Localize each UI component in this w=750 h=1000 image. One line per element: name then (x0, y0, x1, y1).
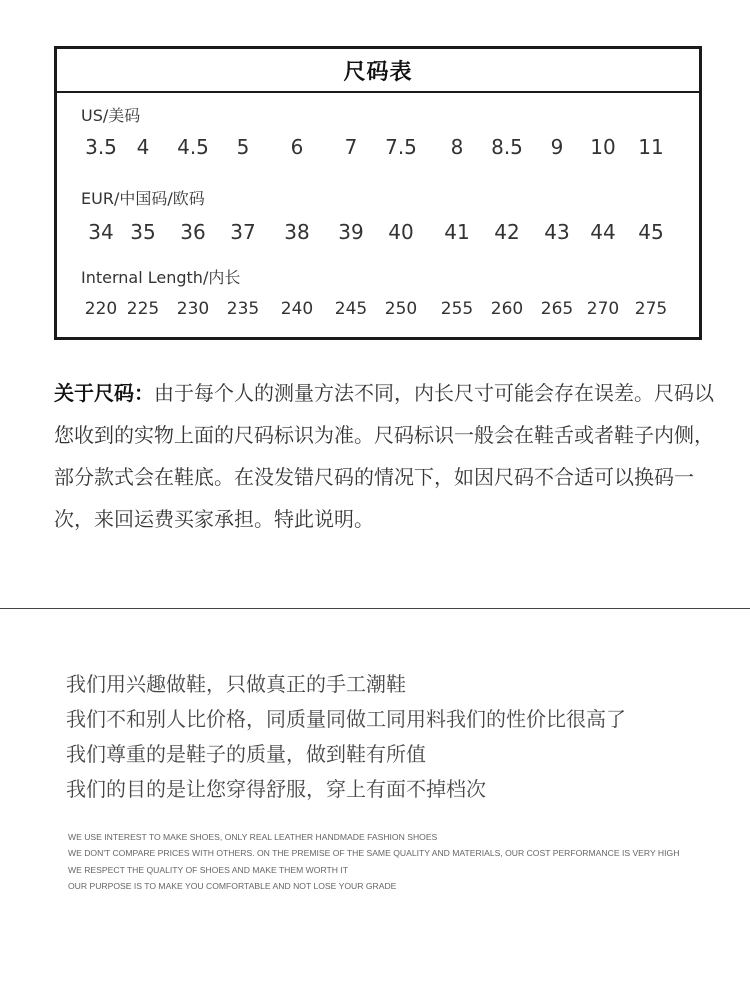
size-chart-table (54, 46, 702, 340)
length-cell: 220 (84, 299, 118, 319)
us-size-cell: 7.5 (385, 135, 417, 159)
eur-size-cell: 39 (338, 220, 364, 244)
english-slogan-line: WE DON'T COMPARE PRICES WITH OTHERS. ON THE PREMISE OF THE SAME QUALITY AND MATERIALS, OUR COST PERFORMANCE IS VERY HIGH (68, 848, 680, 859)
eur-size-cell: 45 (638, 220, 664, 244)
size-note (54, 372, 714, 540)
english-slogan-line: WE RESPECT THE QUALITY OF SHOES AND MAKE THEM WORTH IT (68, 864, 348, 875)
eur-size-cell: 34 (88, 220, 114, 244)
us-size-cell: 5 (236, 135, 250, 159)
length-cell: 270 (586, 299, 620, 319)
length-cell: 265 (540, 299, 574, 319)
us-size-cell: 11 (638, 135, 664, 159)
length-label: Internal Length/内长 (81, 268, 241, 287)
eur-size-cell: 37 (230, 220, 256, 244)
eur-size-values (57, 220, 699, 248)
length-cell: 275 (634, 299, 668, 319)
eur-size-cell: 43 (544, 220, 570, 244)
section-divider (0, 608, 750, 609)
us-size-cell: 4.5 (177, 135, 209, 159)
us-size-cell: 3.5 (85, 135, 117, 159)
us-size-cell: 8 (450, 135, 464, 159)
eur-size-cell: 36 (180, 220, 206, 244)
english-slogan-line: OUR PURPOSE IS TO MAKE YOU COMFORTABLE AND NOT LOSE YOUR GRADE (68, 881, 397, 892)
english-slogans (68, 829, 679, 895)
length-cell: 240 (280, 299, 314, 319)
english-slogan-line: WE USE INTEREST TO MAKE SHOES, ONLY REAL LEATHER HANDMADE FASHION SHOES (68, 832, 438, 842)
eur-size-label: EUR/中国码/欧码 (81, 189, 205, 208)
slogan-line: 我们用兴趣做鞋，只做真正的手工潮鞋 (66, 672, 406, 696)
slogan-line: 我们不和别人比价格，同质量同做工同用料我们的性价比很高了 (66, 707, 626, 731)
eur-size-cell: 41 (444, 220, 470, 244)
us-size-cell: 6 (290, 135, 304, 159)
us-size-cell: 8.5 (491, 135, 523, 159)
length-cell: 250 (384, 299, 418, 319)
length-cell: 230 (176, 299, 210, 319)
eur-size-cell: 40 (388, 220, 414, 244)
size-chart-title: 尺码表 (343, 59, 413, 85)
length-cell: 235 (226, 299, 260, 319)
eur-size-cell: 42 (494, 220, 520, 244)
eur-size-cell: 44 (590, 220, 616, 244)
slogan-line: 我们的目的是让您穿得舒服，穿上有面不掉档次 (66, 777, 486, 801)
size-chart-header (57, 49, 699, 93)
length-cell: 255 (440, 299, 474, 319)
us-size-cell: 9 (550, 135, 564, 159)
eur-size-cell: 35 (130, 220, 156, 244)
length-cell: 245 (334, 299, 368, 319)
length-cell: 225 (126, 299, 160, 319)
eur-size-cell: 38 (284, 220, 310, 244)
length-cell: 260 (490, 299, 524, 319)
us-size-cell: 4 (136, 135, 150, 159)
us-size-label: US/美码 (81, 106, 141, 125)
brand-slogans (66, 667, 626, 807)
us-size-cell: 7 (344, 135, 358, 159)
size-note-body: 由于每个人的测量方法不同，内长尺寸可能会存在误差。尺码以您收到的实物上面的尺码标识为准。尺码标识一般会在鞋舌或者鞋子内侧，部分款式会在鞋底。在没发错尺码的情况下，如因尺码不合适可以换码一次，来回运费买家承担。特此说明。 (54, 381, 714, 531)
us-size-cell: 10 (590, 135, 616, 159)
us-size-values (57, 135, 699, 163)
length-values (57, 299, 699, 327)
size-note-heading: 关于尺码： (54, 381, 154, 405)
slogan-line: 我们尊重的是鞋子的质量，做到鞋有所值 (66, 742, 426, 766)
